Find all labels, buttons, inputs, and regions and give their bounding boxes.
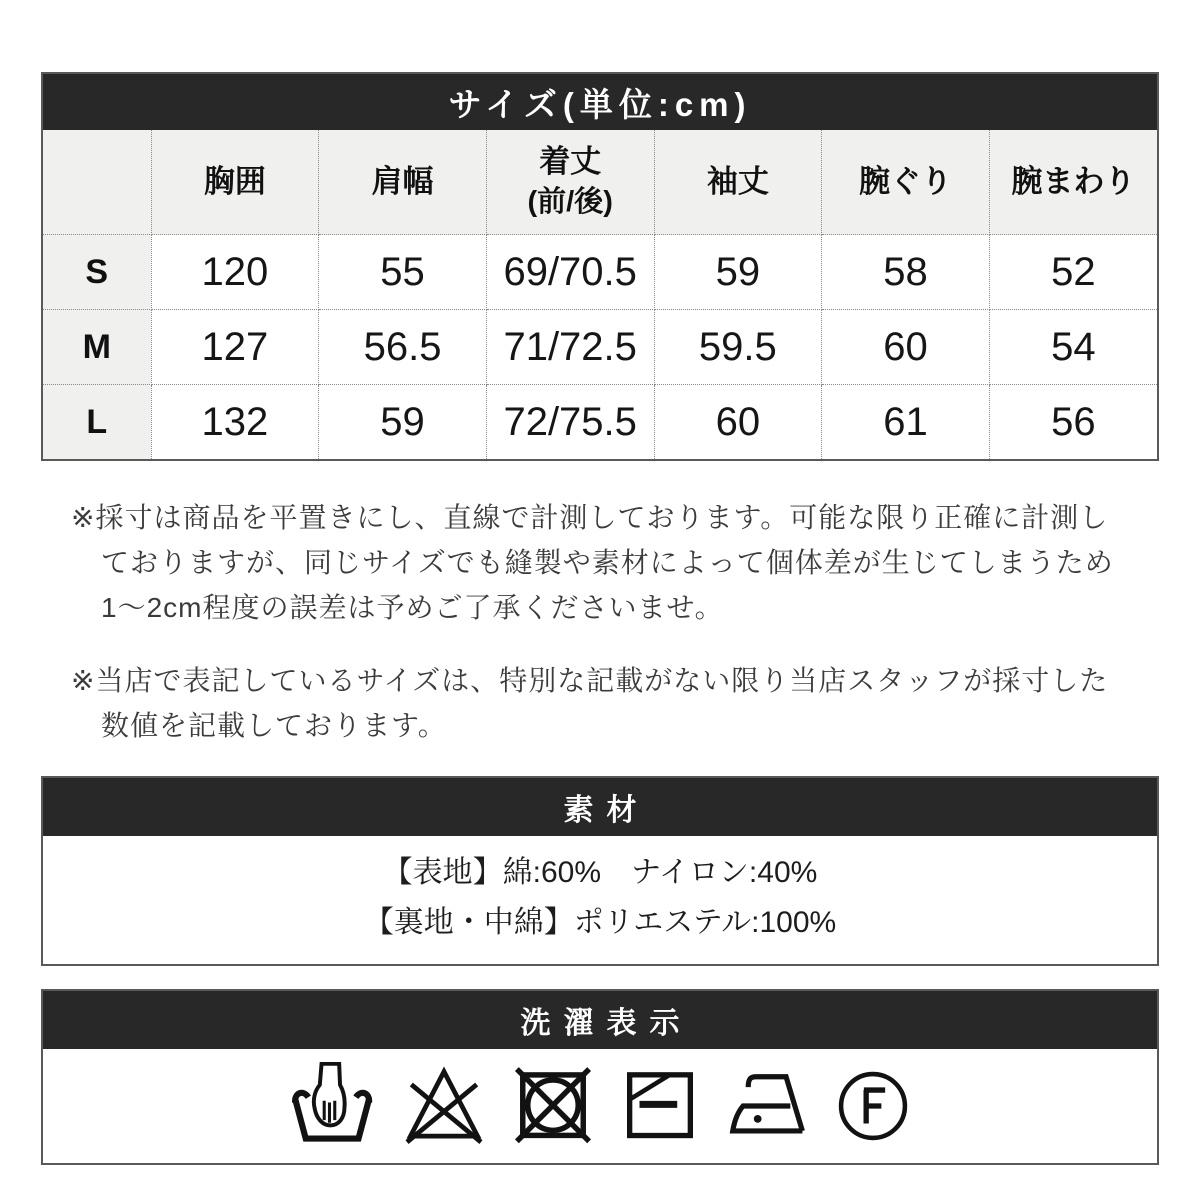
note-line: ておりますが、同じサイズでも縫製や素材によって個体差が生じてしまうため — [101, 547, 1114, 578]
material-line-lining: 【裏地・中綿】ポリエステル:100% — [363, 906, 837, 939]
hand-wash-icon — [289, 1062, 377, 1150]
size-label: S — [43, 235, 151, 310]
header-row — [43, 130, 1157, 235]
table-cell: 59 — [654, 235, 822, 310]
column-header-armhole — [822, 130, 990, 235]
care-label-section — [41, 989, 1159, 1165]
column-label: 着丈 — [539, 144, 602, 179]
table-row-l — [43, 385, 1157, 460]
note-staff-measured — [71, 658, 1159, 748]
table-row-m — [43, 310, 1157, 385]
size-label: L — [43, 385, 151, 460]
care-title: 洗濯表示 — [520, 1007, 693, 1040]
table-cell: 56 — [989, 385, 1157, 460]
column-label: 袖丈 — [706, 164, 769, 199]
corner-cell — [43, 130, 151, 235]
dry-flat-in-shade-icon — [619, 1062, 701, 1150]
column-header-arm-width — [989, 130, 1157, 235]
do-not-tumble-dry-icon — [511, 1062, 595, 1150]
measurement-notes — [71, 495, 1159, 748]
table-row-s — [43, 235, 1157, 310]
note-line: 数値を記載しております。 — [101, 710, 447, 741]
material-section — [41, 776, 1159, 966]
table-cell: 55 — [319, 235, 487, 310]
column-label: 肩幅 — [371, 164, 434, 199]
table-cell: 60 — [654, 385, 822, 460]
material-title: 素材 — [563, 794, 650, 827]
size-label: M — [43, 310, 151, 385]
table-cell: 59 — [319, 385, 487, 460]
table-cell: 72/75.5 — [486, 385, 654, 460]
table-cell: 60 — [822, 310, 990, 385]
table-cell: 61 — [822, 385, 990, 460]
table-cell: 132 — [151, 385, 319, 460]
column-header-sleeve — [654, 130, 822, 235]
table-cell: 54 — [989, 310, 1157, 385]
column-header-shoulder — [319, 130, 487, 235]
table-cell: 69/70.5 — [486, 235, 654, 310]
column-label: 胸囲 — [203, 164, 266, 199]
material-title-bar — [43, 778, 1157, 836]
material-body — [43, 836, 1157, 964]
table-cell: 52 — [989, 235, 1157, 310]
size-table-section — [41, 72, 1159, 461]
column-header-chest — [151, 130, 319, 235]
table-cell: 56.5 — [319, 310, 487, 385]
size-table-title-bar — [43, 74, 1157, 130]
table-cell: 127 — [151, 310, 319, 385]
do-not-bleach-icon — [401, 1062, 487, 1150]
note-measurement-accuracy — [71, 495, 1159, 630]
care-symbols-row — [43, 1049, 1157, 1163]
note-line: 1〜2cm程度の誤差は予めご了承くださいませ。 — [101, 592, 724, 623]
table-cell: 58 — [822, 235, 990, 310]
table-cell: 71/72.5 — [486, 310, 654, 385]
column-sublabel: (前/後) — [527, 186, 613, 218]
column-label: 腕ぐり — [859, 164, 952, 199]
size-table — [43, 130, 1157, 459]
care-title-bar — [43, 991, 1157, 1049]
iron-low-heat-icon — [725, 1066, 811, 1146]
dry-clean-petroleum-solvent-F-icon — [835, 1066, 911, 1146]
material-line-outer: 【表地】綿:60% ナイロン:40% — [382, 856, 818, 889]
table-cell: 59.5 — [654, 310, 822, 385]
column-header-length — [486, 130, 654, 235]
note-line: ※当店で表記しているサイズは、特別な記載がない限り当店スタッフが採寸した — [71, 665, 1109, 696]
size-table-title: サイズ(単位:cm) — [448, 85, 752, 123]
column-label: 腕まわり — [1011, 164, 1136, 199]
note-line: ※採寸は商品を平置きにし、直線で計測しております。可能な限り正確に計測し — [71, 502, 1109, 533]
table-cell: 120 — [151, 235, 319, 310]
